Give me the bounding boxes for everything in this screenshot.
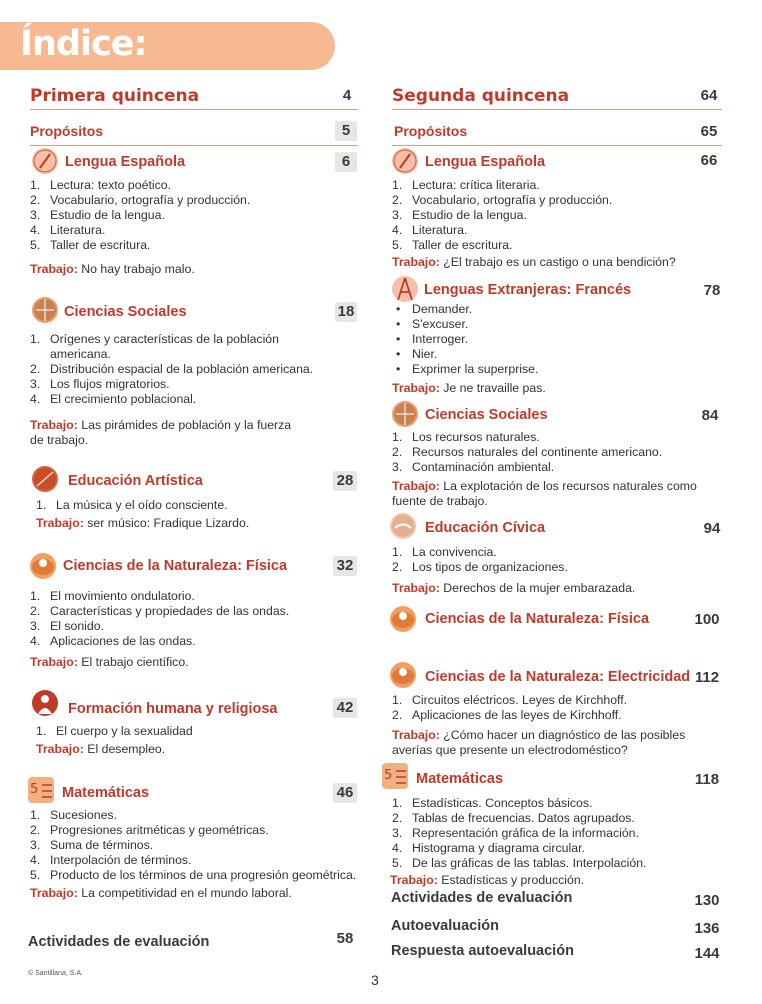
list-item: 2. Aplicaciones de las leyes de Kirchhoff. [392, 708, 622, 722]
list-item: 4. Histograma y diagrama circular. [392, 841, 585, 855]
list-item: 3. Estudio de la lengua. [392, 208, 527, 222]
list-item: 5. Producto de los términos de una progresión geométrica. [30, 868, 357, 882]
copyright: © Santillana, S.A. [28, 970, 83, 977]
autoevaluacion: Autoevaluación [391, 918, 499, 934]
list-item: • S'excuser. [396, 317, 469, 331]
list-item: 3. Los flujos migratorios. [30, 377, 170, 391]
person-icon [32, 690, 58, 716]
trabajo-line: Trabajo: ¿El trabajo es un castigo o una bendición? [392, 255, 676, 269]
trabajo-line: Trabajo: Derechos de la mujer embarazada. [392, 581, 636, 595]
list-item: 3. Contaminación ambiental. [392, 460, 555, 474]
topic-list [392, 796, 737, 871]
quincena-title-right: Segunda quincena [392, 86, 570, 106]
list-item: 2. Los tipos de organizaciones. [392, 560, 568, 574]
section-page: 112 [694, 669, 720, 686]
list-item: 5. Taller de escritura. [392, 238, 513, 252]
list-item: 1. El movimiento ondulatorio. [30, 589, 195, 603]
trabajo-line: Trabajo: Je ne travaille pas. [392, 381, 546, 395]
quincena-page-left: 4 [342, 87, 352, 104]
section-title: Ciencias Sociales [425, 407, 548, 423]
section-page: 66 [700, 152, 718, 169]
divider [392, 109, 722, 110]
list-item: 4. Literatura. [392, 223, 468, 237]
index-title-bar [0, 22, 335, 70]
page-number: 3 [371, 972, 379, 988]
topic-list [392, 430, 732, 475]
section-title: Ciencias Sociales [64, 304, 187, 320]
trabajo-line: Trabajo: El desempleo. [36, 742, 166, 756]
propositos-left: Propósitos [30, 123, 104, 139]
list-item: 1. La música y el oído consciente. [36, 498, 228, 512]
section-page: 118 [694, 771, 720, 788]
divider [30, 109, 358, 110]
globe-icon [32, 297, 58, 323]
topic-list [392, 693, 732, 723]
trabajo-line: Trabajo: La competitividad en el mundo laboral. [30, 886, 292, 900]
trabajo-line: Trabajo: No hay trabajo malo. [30, 262, 195, 276]
globe-icon [392, 401, 418, 427]
respuesta-page: 144 [694, 945, 720, 962]
page-title: Índice: [20, 24, 147, 64]
topic-list [36, 724, 356, 739]
section-page: 100 [694, 611, 720, 628]
topic-list [392, 302, 732, 377]
quill-icon [392, 148, 418, 174]
list-item: 5. De las gráficas de las tablas. Interpolación. [392, 856, 647, 870]
section-page: 46 [333, 783, 357, 803]
list-item: 3. Representación gráfica de la información. [392, 826, 639, 840]
hands-icon [390, 513, 416, 539]
trabajo-line: Trabajo: ¿Cómo hacer un diagnóstico de las posibles averías que presente un electrodoméstico? [392, 728, 686, 757]
list-item: 1. Lectura: texto poético. [30, 178, 171, 192]
actividades-right: Actividades de evaluación [391, 890, 573, 906]
palette-icon [32, 466, 58, 492]
propositos-page-right: 65 [700, 123, 718, 140]
trabajo-line: Trabajo: El trabajo científico. [30, 655, 189, 669]
topic-list [30, 332, 360, 407]
section-title: Ciencias de la Naturaleza: Electricidad [425, 669, 691, 685]
list-item: 1. Sucesiones. [30, 808, 117, 822]
autoevaluacion-page: 136 [694, 920, 720, 937]
math-icon [382, 763, 408, 789]
section-page: 84 [701, 407, 719, 424]
topic-list [36, 498, 356, 513]
list-item: 1. El cuerpo y la sexualidad [36, 724, 193, 738]
section-title: Matemáticas [416, 771, 504, 787]
topic-list [392, 545, 732, 575]
list-item: 1. Los recursos naturales. [392, 430, 540, 444]
topic-list [30, 178, 350, 253]
list-item: americana. [50, 347, 111, 361]
list-item: 4. Literatura. [30, 223, 106, 237]
list-item: • Nier. [396, 347, 438, 361]
list-item: 1. Estadísticas. Conceptos básicos. [392, 796, 593, 810]
list-item: 1. Circuitos eléctricos. Leyes de Kirchhoff. [392, 693, 628, 707]
list-item: 4. Interpolación de términos. [30, 853, 192, 867]
divider [392, 145, 722, 146]
trabajo-line: Trabajo: Estadísticas y producción. [390, 873, 585, 887]
section-title: Lenguas Extranjeras: Francés [424, 282, 632, 298]
list-item: 4. Aplicaciones de las ondas. [30, 634, 196, 648]
math-icon [28, 777, 54, 803]
section-title: Educación Cívica [425, 520, 546, 536]
propositos-page-left: 5 [335, 121, 357, 141]
trabajo-line: Trabajo: ser músico: Fradique Lizardo. [36, 516, 250, 530]
section-title: Ciencias de la Naturaleza: Física [63, 558, 288, 574]
list-item: 2. Recursos naturales del continente americano. [392, 445, 663, 459]
list-item: 2. Vocabulario, ortografía y producción. [30, 193, 251, 207]
topic-list [392, 178, 732, 253]
trabajo-line: Trabajo: Las pirámides de población y la fuerza de trabajo. [30, 418, 292, 447]
list-item: 5. Taller de escritura. [30, 238, 151, 252]
actividades-page-left: 58 [336, 930, 354, 947]
section-page: 32 [333, 556, 357, 576]
divider [30, 145, 358, 146]
section-title: Lengua Española [425, 154, 546, 170]
topic-list [30, 589, 350, 649]
section-title: Ciencias de la Naturaleza: Física [425, 611, 650, 627]
list-item: 2. Progresiones aritméticas y geométricas. [30, 823, 269, 837]
list-item: 4. El crecimiento poblacional. [30, 392, 197, 406]
quincena-page-right: 64 [700, 87, 718, 104]
section-title: Formación humana y religiosa [68, 701, 278, 717]
actividades-left: Actividades de evaluación [28, 934, 210, 950]
quill-icon [32, 148, 58, 174]
respuesta-autoevaluacion: Respuesta autoevaluación [391, 943, 574, 959]
list-item: 1. Orígenes y características de la población [30, 332, 279, 346]
science-icon [390, 662, 416, 688]
topic-list [30, 808, 375, 883]
list-item: • Demander. [396, 302, 473, 316]
list-item: 2. Características y propiedades de las ondas. [30, 604, 290, 618]
list-item: 2. Tablas de frecuencias. Datos agrupados. [392, 811, 635, 825]
list-item: 1. La convivencia. [392, 545, 497, 559]
section-page: 18 [335, 302, 357, 322]
list-item: 2. Distribución espacial de la población americana. [30, 362, 314, 376]
section-page: 28 [333, 471, 357, 491]
list-item: 1. Lectura: crítica literaria. [392, 178, 540, 192]
science-icon [30, 553, 56, 579]
section-page: 6 [335, 152, 357, 172]
list-item: • Interroger. [396, 332, 469, 346]
list-item: 2. Vocabulario, ortografía y producción. [392, 193, 613, 207]
section-page: 94 [703, 520, 721, 537]
section-title: Educación Artística [68, 473, 203, 489]
quincena-title-left: Primera quincena [30, 86, 200, 106]
eiffel-tower-icon [392, 276, 418, 302]
propositos-right: Propósitos [394, 123, 468, 139]
section-title: Lengua Española [65, 154, 186, 170]
list-item: • Exprimer la superprise. [396, 362, 539, 376]
svg-text:5: 5 [384, 768, 393, 783]
list-item: 3. Estudio de la lengua. [30, 208, 165, 222]
actividades-page-right: 130 [694, 892, 720, 909]
trabajo-line: Trabajo: La explotación de los recursos naturales como fuente de trabajo. [392, 479, 697, 508]
science-icon [390, 606, 416, 632]
svg-text:5: 5 [30, 782, 39, 797]
list-item: 3. El sonido. [30, 619, 105, 633]
list-item: 3. Suma de términos. [30, 838, 154, 852]
section-title: Matemáticas [62, 785, 150, 801]
section-page: 78 [703, 282, 721, 299]
section-page: 42 [333, 698, 357, 718]
